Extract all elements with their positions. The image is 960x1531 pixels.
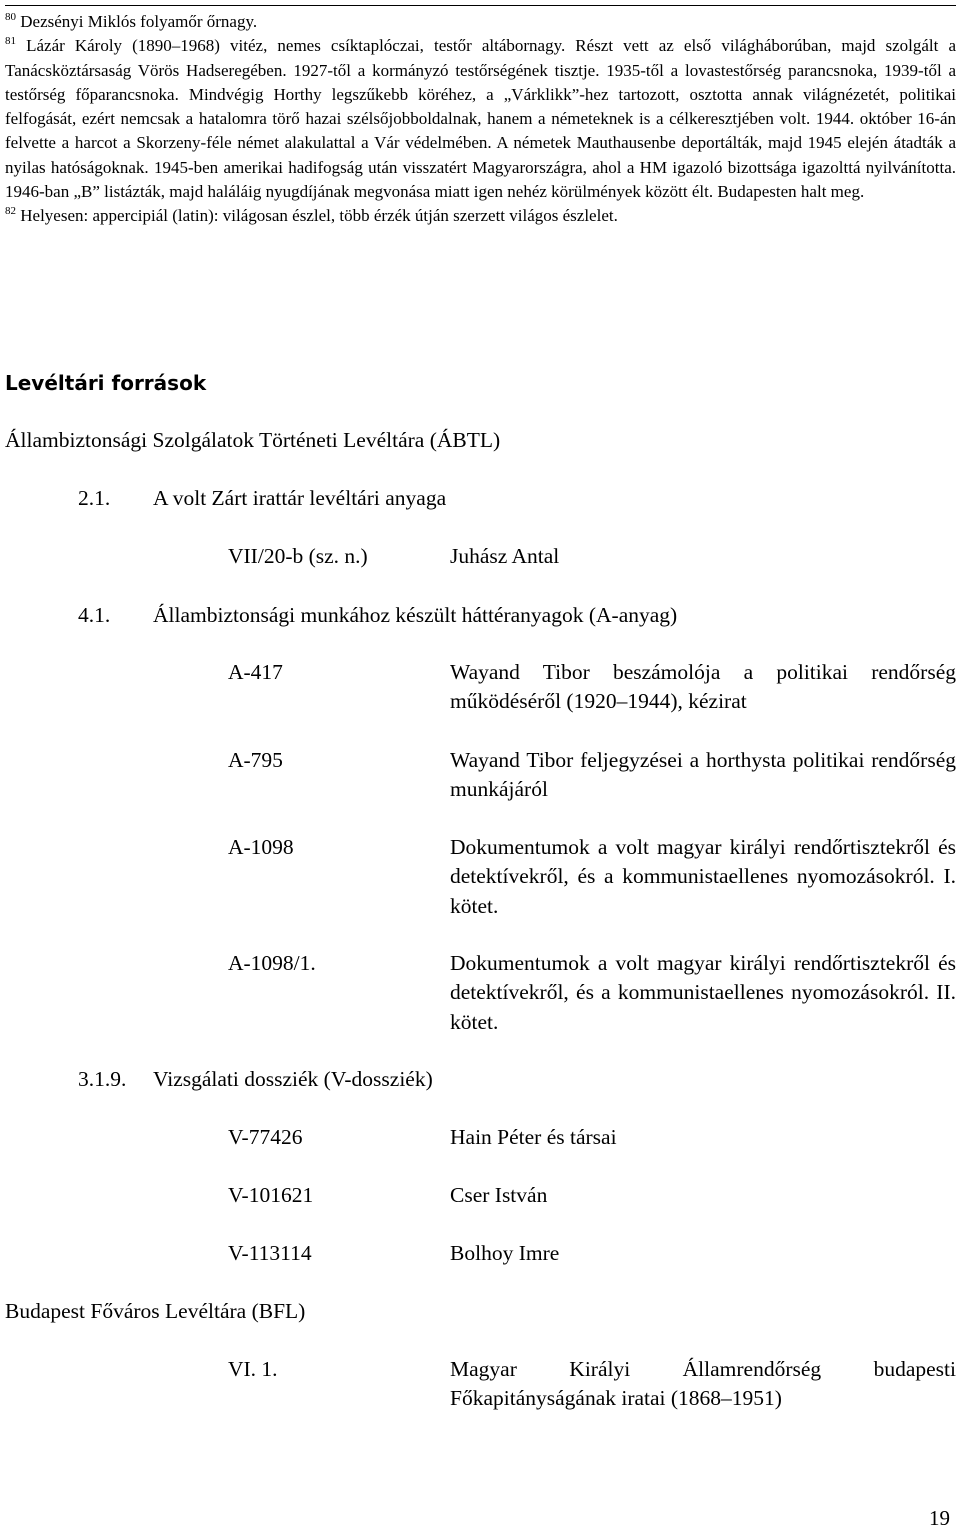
- footnote-text: Dezsényi Miklós folyamőr őrnagy.: [20, 12, 258, 31]
- record-code: A-417: [228, 660, 283, 684]
- footnote-80: [5, 10, 956, 34]
- archive-title-abtl: Állambiztonsági Szolgálatok Történeti Levéltára (ÁBTL): [5, 428, 501, 452]
- footnotes: [5, 10, 956, 229]
- record-code: V-113114: [228, 1241, 312, 1265]
- section-heading: Levéltári források: [5, 371, 207, 395]
- page-number: 19: [929, 1506, 950, 1530]
- record-code: A-1098/1.: [228, 951, 316, 975]
- archive-title-bfl: Budapest Főváros Levéltára (BFL): [5, 1299, 306, 1323]
- series-title: A volt Zárt irattár levéltári anyaga: [153, 486, 447, 510]
- footnote-separator: [5, 5, 956, 6]
- record-description: Dokumentumok a volt magyar királyi rendőrtisztekről és detektívekről, és a kommunistaellenes nyomozásokról. I. kötet.: [450, 835, 956, 918]
- record-description: Hain Péter és társai: [450, 1125, 617, 1149]
- record-code: VI. 1.: [228, 1357, 278, 1381]
- footnote-text: Lázár Károly (1890–1968) vitéz, nemes csíktaplóczai, testőr altábornagy. Részt vett az első világháborúban, majd szolgált a Tanácsköztársaság Vörös Hadseregében. 1927-től a kormányzó testőrségének tisztje. 1935-től a lovastestőrség parancsnoka, 1939-től a testőrség főparancsnoka. Mindvégig Horthy legszűkebb köréhez, a „Várklikk”-hez tartozott, osztotta annak világnézetét, politikai felfogását, ezért nemcsak a hatalomra törő hazai szélsőjobboldalnak, hanem a németeknek is a célkeresztjében volt. 1944. október 16-án felvette a harcot a Skorzeny-féle német alakulattal a Vár védelmében. A németek Mauthausenbe deportálták, majd 1945 elején átadták a nyilas hatóságoknak. 1945-ben amerikai hadifogság után visszatért Magyarországra, ahol a HM igazoló bizottsága igazolttá nyilvánította. 1946-ban „B” listázták, majd haláláig nyugdíjának megvonása miatt igen nehéz körülmények között élt. Budapesten halt meg.: [5, 36, 957, 202]
- footnote-number: 81: [5, 35, 16, 48]
- series-number: 2.1.: [78, 486, 111, 510]
- series-number: 3.1.9.: [78, 1067, 127, 1091]
- footnote-82: [5, 204, 956, 228]
- series-number: 4.1.: [78, 603, 111, 627]
- record-code: V-101621: [228, 1183, 314, 1207]
- footnote-number: 82: [5, 205, 16, 218]
- record-code: A-1098: [228, 835, 294, 859]
- record-description: Magyar Királyi Államrendőrség budapesti Főkapitányságának iratai (1868–1951): [450, 1357, 956, 1411]
- record-description: Dokumentumok a volt magyar királyi rendőrtisztekről és detektívekről, és a kommunistaellenes nyomozásokról. II. kötet.: [450, 951, 956, 1034]
- series-title: Állambiztonsági munkához készült háttéranyagok (A-anyag): [153, 603, 678, 627]
- record-description: Juhász Antal: [450, 544, 560, 568]
- record-code: V-77426: [228, 1125, 303, 1149]
- record-description: Wayand Tibor beszámolója a politikai rendőrség működéséről (1920–1944), kézirat: [450, 660, 956, 714]
- series-title: Vizsgálati dossziék (V-dossziék): [153, 1067, 433, 1091]
- record-code: A-795: [228, 748, 283, 772]
- footnote-text: Helyesen: appercipiál (latin): világosan észlel, több érzék útján szerzett világos észlelet.: [20, 206, 618, 226]
- record-description: Bolhoy Imre: [450, 1241, 560, 1265]
- record-description: Wayand Tibor feljegyzései a horthysta politikai rendőrség munkájáról: [450, 748, 956, 802]
- footnote-number: 80: [5, 11, 16, 23]
- record-code: VII/20-b (sz. n.): [228, 544, 368, 568]
- footnote-81: [5, 34, 956, 204]
- record-description: Cser István: [450, 1183, 548, 1207]
